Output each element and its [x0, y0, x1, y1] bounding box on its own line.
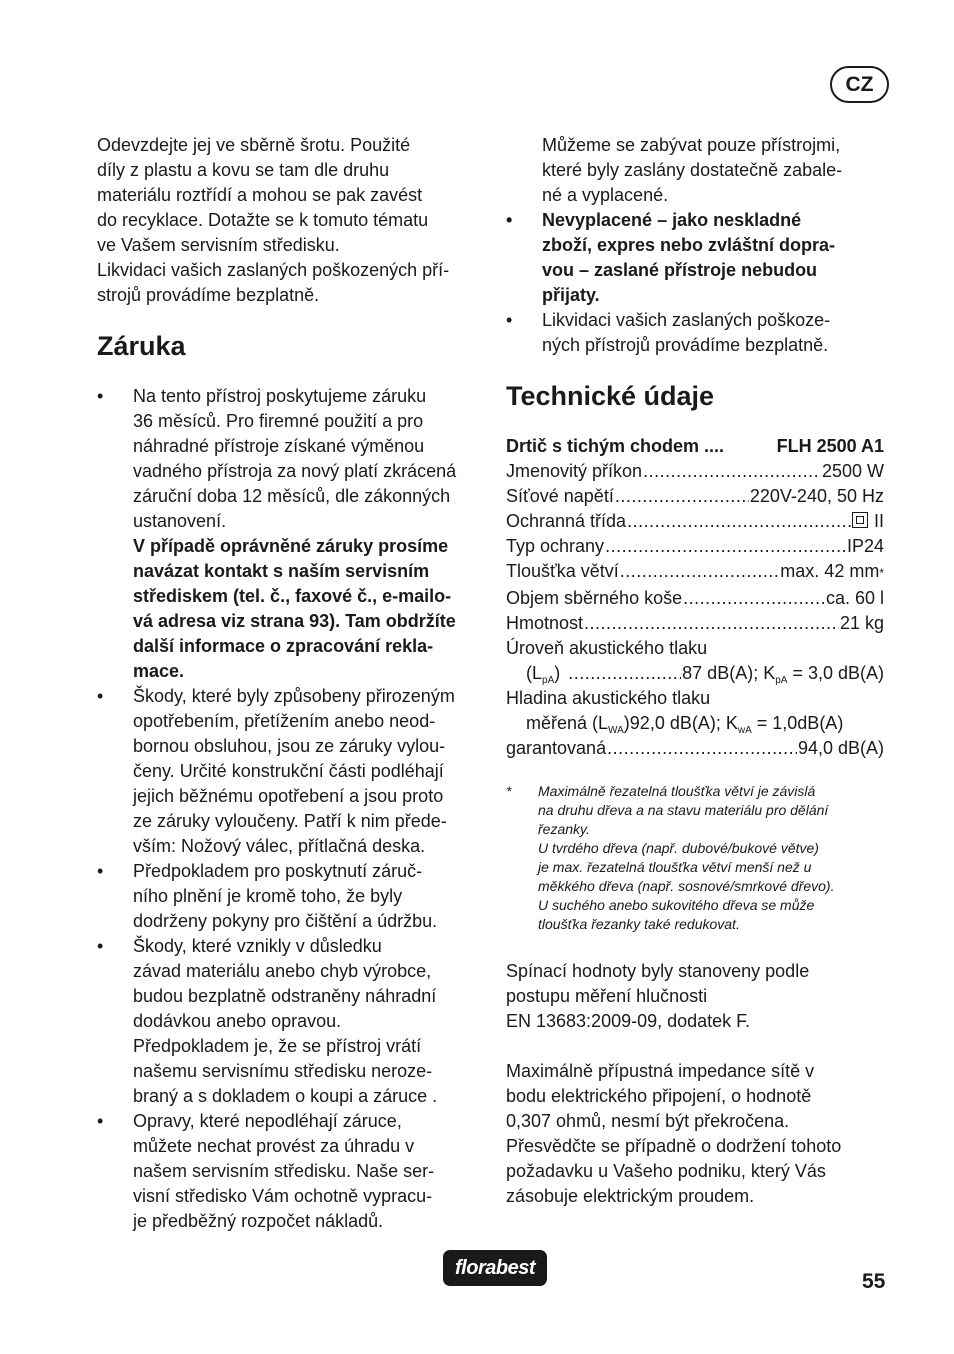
text-line: vším: Nožový válec, přítlačná deska.: [133, 836, 426, 856]
text-line: strojů provádíme bezplatně.: [97, 285, 320, 305]
value-text: 87 dB(A); K: [682, 663, 776, 683]
list-item: [506, 208, 892, 308]
value-text: )92,0 dB(A); K: [623, 713, 738, 733]
leader-dots: [615, 484, 749, 509]
text-line: Odevzdejte jej ve sběrně šrotu. Použité: [97, 135, 411, 155]
subscript: wA: [737, 725, 752, 736]
spec-label: Ochranná třída: [506, 511, 627, 531]
spec-value: [852, 509, 884, 534]
text-line: visní středisko Vám ochotně vypracu-: [133, 1186, 433, 1206]
continuation-paragraph: [542, 133, 892, 208]
language-code: CZ: [845, 72, 874, 96]
spec-value: 94,0 dB(A): [797, 738, 884, 758]
spec-row: [506, 686, 884, 711]
intro-paragraph: [97, 133, 487, 308]
leader-dots: [607, 736, 797, 761]
list-item: [97, 934, 487, 1109]
text-line: na druhu dřeva a na stavu materiálu pro dělání: [538, 802, 829, 818]
text-line: vadného přístroja za nový platí zkrácená: [133, 461, 457, 481]
text-line: je předběžný rozpočet nákladů.: [133, 1211, 384, 1231]
text-line: zboží, expres nebo zvláštní dopra-: [542, 235, 836, 255]
text-line: měkkého dřeva (např. sosnové/smrkové dřevo).: [538, 878, 835, 894]
text-line: ního plnění je kromě toho, že byly: [133, 886, 403, 906]
spec-row: [506, 509, 884, 534]
subscript: pA: [775, 675, 788, 686]
text-line: dodávkou anebo opravou.: [133, 1011, 342, 1031]
text-line: bodu elektrického připojení, o hodnotě: [506, 1086, 812, 1106]
spec-value: 21 kg: [839, 613, 884, 633]
text-line: čeny. Určité konstrukční části podléhají: [133, 761, 444, 781]
text-line: ustanovení.: [133, 511, 227, 531]
text-line: EN 13683:2009-09, dodatek F.: [506, 1011, 751, 1031]
spec-row: [506, 661, 884, 686]
text-line: přijaty.: [542, 285, 600, 305]
spec-value: 2500 W: [821, 461, 884, 481]
text-line: řezanky.: [538, 821, 590, 837]
text-line: ze záruky vyloučeny. Patří k nim přede-: [133, 811, 447, 831]
bold-line: vá adresa viz strana 93). Tam obdržíte: [133, 611, 456, 631]
text-line: závad materiálu anebo chyb výrobce,: [133, 961, 432, 981]
spec-value: [526, 711, 843, 736]
leader-dots: [643, 459, 821, 484]
spec-label: Tloušťka větví: [506, 561, 619, 581]
spec-row: [506, 534, 884, 559]
leader-dots: [584, 611, 839, 636]
text-line: našem servisním středisku. Naše ser-: [133, 1161, 435, 1181]
spec-label: Síťové napětí: [506, 486, 614, 506]
text-line: materiálu roztřídí a mohou se pak zavést: [97, 185, 423, 205]
text-line: tloušťka řezanky také redukovat.: [538, 916, 740, 932]
spec-title-row: [506, 434, 884, 459]
text-line: Maximálně přípustná impedance sítě v: [506, 1061, 815, 1081]
spec-label: Úroveň akustického tlaku: [506, 638, 708, 658]
text-line: do recyklace. Dotažte se k tomuto tématu: [97, 210, 429, 230]
bold-line: střediskem (tel. č., faxové č., e-mailo-: [133, 586, 452, 606]
text-line: opotřebením, přetížením anebo neod-: [133, 711, 436, 731]
text-line: Předpokladem je, že se přístroj vrátí: [133, 1036, 422, 1056]
bold-line: V případě oprávněné záruky prosíme: [133, 536, 449, 556]
text-line: U tvrdého dřeva (např. dubové/bukové větve): [538, 840, 819, 856]
shipping-list: [506, 208, 892, 358]
text-line: zásobuje elektrickým proudem.: [506, 1186, 755, 1206]
switching-paragraph: [506, 959, 892, 1034]
spec-row: [506, 559, 884, 586]
text-line: • Nevyplacené – jako neskladné: [542, 210, 802, 230]
text-line: záruční doba 12 měsíců, dle zákonných: [133, 486, 451, 506]
spec-table: [506, 434, 884, 761]
protection-class-icon: [852, 512, 868, 528]
leader-dots: [568, 661, 681, 686]
impedance-paragraph: [506, 1059, 892, 1209]
spec-label: [526, 661, 560, 686]
brand-logo: [443, 1250, 547, 1286]
spec-row: [506, 459, 884, 484]
text-line: • Likvidaci vašich zaslaných poškoze-: [542, 310, 831, 330]
text-line: našemu servisnímu středisku neroze-: [133, 1061, 433, 1081]
text-line: braný a s dokladem o koupi a záruce .: [133, 1086, 438, 1106]
spec-value: ca. 60 l: [825, 588, 884, 608]
bold-line: další informace o zpracování rekla-: [133, 636, 434, 656]
value-text: měřená (L: [526, 713, 609, 733]
spec-row: [506, 636, 884, 661]
leader-dots: [605, 534, 846, 559]
text-line: Přesvědčte se případně o dodržení tohoto: [506, 1136, 842, 1156]
symbol: ): [554, 663, 561, 683]
footnote-mark: *: [506, 783, 512, 799]
text-line: • Škody, které byly způsobeny přirozeným: [133, 686, 455, 706]
text-line: můžete nechat provést za úhradu v: [133, 1136, 415, 1156]
text-line: náhradné přístroje získané výměnou: [133, 436, 425, 456]
leader-dots: [620, 559, 780, 584]
text-line: požadavku u Vašeho podniku, který Vás: [506, 1161, 826, 1181]
left-column: [97, 133, 487, 308]
subscript: pA: [542, 675, 555, 686]
text-line: jejich běžnému opotřebení a jsou proto: [133, 786, 444, 806]
footnote-mark: *: [879, 566, 884, 580]
model-number: FLH 2500 A1: [776, 436, 884, 456]
leader-dots: [627, 509, 851, 534]
bold-line: navázat kontakt s naším servisním: [133, 561, 430, 581]
text-line: bornou obsluhou, jsou ze záruky vylou-: [133, 736, 446, 756]
text-line: U suchého anebo sukovitého dřeva se může: [538, 897, 815, 913]
text-line: vou – zaslané přístroje nebudou: [542, 260, 818, 280]
text-line: dodrženy pokyny pro čištění a údržbu.: [133, 911, 438, 931]
warranty-heading: Záruka: [97, 331, 186, 361]
text-line: díly z plastu a kovu se tam dle druhu: [97, 160, 390, 180]
text-line: • Na tento přístroj poskytujeme záruku: [133, 386, 427, 406]
page-number: 55: [862, 1270, 886, 1293]
spec-label: Hmotnost: [506, 613, 584, 633]
text-line: • Předpokladem pro poskytnutí záruč-: [133, 861, 423, 881]
spec-value: 220V-240, 50 Hz: [749, 486, 884, 506]
spec-value: [682, 661, 884, 686]
text-line: ných přístrojů provádíme bezplatně.: [542, 335, 829, 355]
list-item: [97, 859, 487, 934]
spec-label: Objem sběrného koše: [506, 588, 683, 608]
spec-title: Drtič s tichým chodem ....: [506, 436, 725, 456]
list-item: [97, 384, 487, 684]
text-line: né a vyplacené.: [542, 185, 669, 205]
logo-text: florabest: [455, 1256, 535, 1279]
value-text: = 1,0dB(A): [756, 713, 844, 733]
list-item: [97, 684, 487, 859]
spec-value: max. 42 mm: [780, 561, 880, 581]
text-line: Spínací hodnoty byly stanoveny podle: [506, 961, 810, 981]
footnote: [506, 782, 886, 934]
warranty-list: [97, 384, 487, 1234]
spec-row: [506, 711, 884, 736]
spec-row: [506, 484, 884, 509]
text-line: 36 měsíců. Pro firemné použití a pro: [133, 411, 424, 431]
spec-value: IP24: [846, 536, 884, 556]
subscript: WA: [608, 725, 624, 736]
spec-row: [506, 586, 884, 611]
text-line: Můžeme se zabývat pouze přístrojmi,: [542, 135, 841, 155]
text-line: Likvidaci vašich zaslaných poškozených pří-: [97, 260, 450, 280]
text-line: budou bezplatně odstraněny náhradní: [133, 986, 437, 1006]
language-badge: [830, 66, 889, 103]
spec-row: [506, 611, 884, 636]
text-line: je max. řezatelná tloušťka větví menší než u: [538, 859, 812, 875]
protection-class: II: [873, 511, 884, 531]
bold-line: mace.: [133, 661, 185, 681]
spec-label: Typ ochrany: [506, 536, 605, 556]
spec-row: [506, 736, 884, 761]
text-line: • Škody, které vznikly v důsledku: [133, 936, 382, 956]
spec-label: Hladina akustického tlaku: [506, 688, 711, 708]
text-line: Maximálně řezatelná tloušťka větví je závislá: [538, 783, 816, 799]
text-line: 0,307 ohmů, nesmí být překročena.: [506, 1111, 790, 1131]
technical-data-heading: Technické údaje: [506, 381, 715, 411]
list-item: [506, 308, 892, 358]
list-item: [97, 1109, 487, 1234]
text-line: ve Vašem servisním středisku.: [97, 235, 340, 255]
text-line: postupu měření hlučnosti: [506, 986, 708, 1006]
leader-dots: [683, 586, 825, 611]
spec-label: garantovaná: [506, 738, 607, 758]
value-text: = 3,0 dB(A): [792, 663, 884, 683]
text-line: • Opravy, které nepodléhají záruce,: [133, 1111, 402, 1131]
spec-label: Jmenovitý příkon: [506, 461, 643, 481]
symbol: (L: [526, 663, 543, 683]
text-line: které byly zaslány dostatečně zabale-: [542, 160, 843, 180]
